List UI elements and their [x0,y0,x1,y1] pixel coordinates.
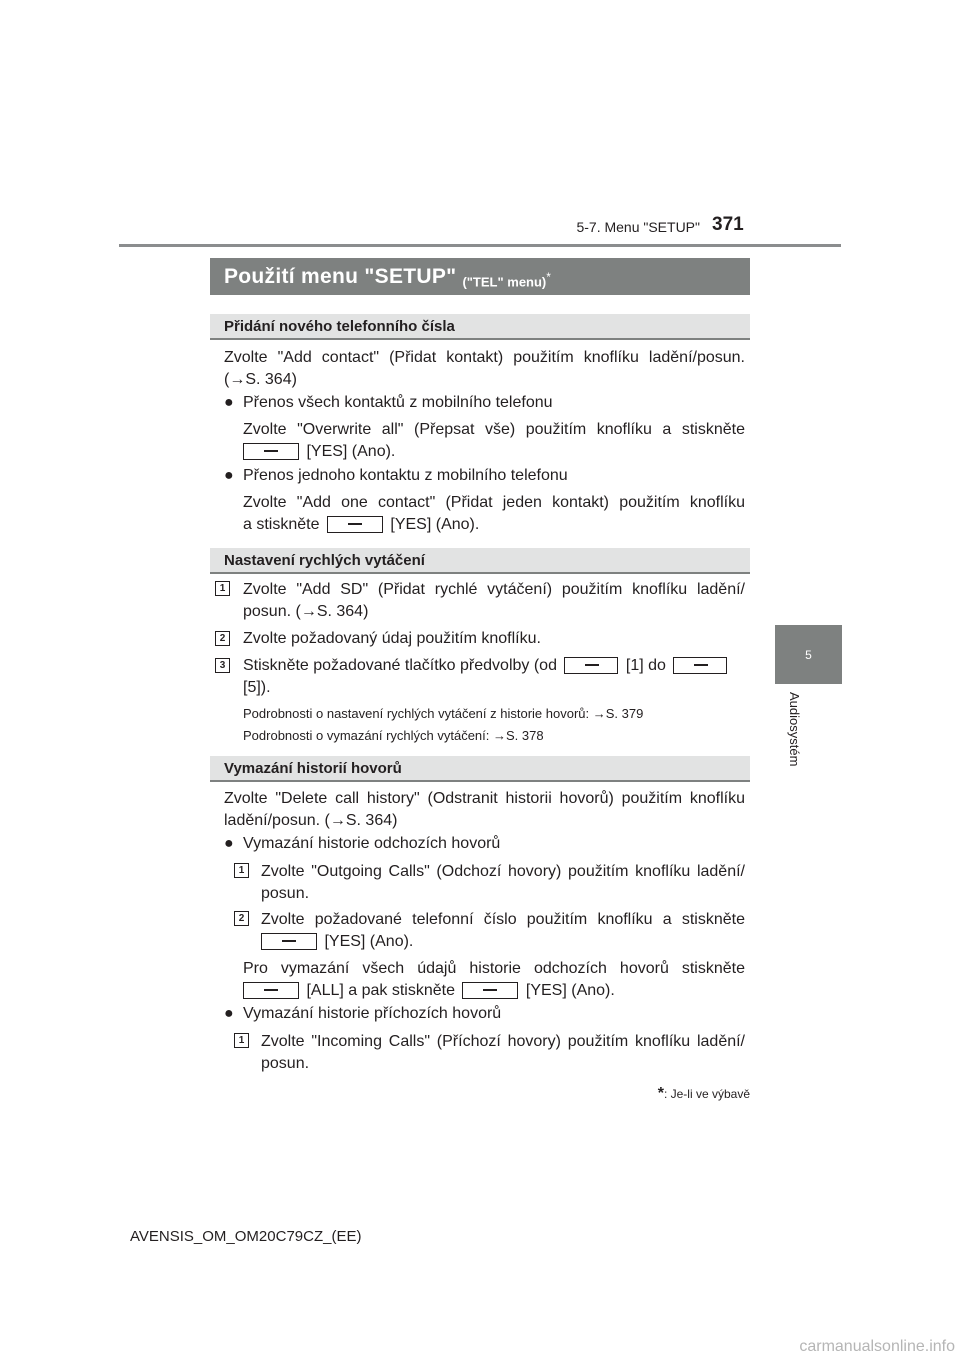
title-main: Použití menu "SETUP" [224,264,457,288]
section3-bullet2: ● Vymazání historie příchozích hovorů [224,1003,744,1025]
button-icon [327,516,383,533]
section2-step3-line1: Stiskněte požadované tlačítko předvolby (od [1] do [243,655,730,677]
button-icon [243,982,299,999]
section1-bullet2-line2: a stiskněte [YES] (Ano). [243,516,480,533]
bullet-icon: ● [224,1005,234,1022]
title-sub: ("TEL" menu)* [462,269,551,290]
section3-intro-a: Zvolte "Delete call history" (Odstranit historii hovorů) použitím knoflíku [224,790,745,807]
chapter-label: Audiosystém [787,692,802,767]
section2-step1-line2: posun. (→S. 364) [243,603,369,620]
document-code: AVENSIS_OM_OM20C79CZ_(EE) [130,1228,362,1245]
chapter-number: 5 [805,647,812,662]
step-number: 2 [215,631,230,646]
watermark: carmanualsonline.info [799,1338,955,1355]
section3-b1-step2-line1: Zvolte požadované telefonní číslo použitím knoflíku a stiskněte [261,911,745,928]
step-number: 2 [234,911,249,926]
button-icon [673,657,727,674]
chapter-tab[interactable] [775,625,842,684]
section2-note1: Podrobnosti o nastavení rychlých vytáčení z historie hovorů: →S. 379 [243,706,644,721]
step-number: 3 [215,658,230,673]
button-icon [564,657,618,674]
section1-bullet2-line1: Zvolte "Add one contact" (Přidat jeden kontakt) použitím knoflíku [243,494,745,511]
section3-b1-para-line1: Pro vymazání všech údajů historie odchozích hovorů stiskněte [243,960,745,977]
bullet-icon: ● [224,835,234,852]
header-rule [119,244,841,247]
section3-b1-step1-line2: posun. [261,885,310,902]
section3-b1-para-line2: [ALL] a pak stiskněte [YES] (Ano). [240,980,615,1002]
page-number: 371 [712,214,744,235]
section-heading-speed-dial: Nastavení rychlých vytáčení [210,548,750,574]
step-number: 1 [234,863,249,878]
step-number: 1 [215,581,230,596]
section3-b2-step1-line1: Zvolte "Incoming Calls" (Příchozí hovory) použitím knoflíku ladění/ [261,1033,745,1050]
section3-b2-step1-line2: posun. [261,1055,310,1072]
section3-bullet1: ● Vymazání historie odchozích hovorů [224,833,744,855]
section1-intro-a: Zvolte "Add contact" (Přidat kontakt) použitím knoflíku ladění/posun. [224,349,745,366]
section3-b1-step2-line2: [YES] (Ano). [258,931,413,953]
section-header: 5-7. Menu "SETUP" [576,219,700,235]
button-icon [261,933,317,950]
step-number: 1 [234,1033,249,1048]
section2-step2: Zvolte požadovaný údaj použitím knoflíku. [243,630,541,647]
section3-b1-step1-line1: Zvolte "Outgoing Calls" (Odchozí hovory) použitím knoflíku ladění/ [261,863,745,880]
footnote: *: Je-li ve výbavě [657,1085,750,1102]
bullet-icon: ● [224,467,234,484]
bullet-icon: ● [224,394,234,411]
section2-note2: Podrobnosti o vymazání rychlých vytáčení: →S. 378 [243,728,544,743]
title-star: * [546,269,551,284]
section1-intro-b: (→S. 364) [224,371,297,388]
section-heading-add-number: Přidání nového telefonního čísla [210,314,750,340]
button-icon [462,982,518,999]
section1-bullet1-line2: [YES] (Ano). [240,441,395,463]
section1-bullet1-line1: Zvolte "Overwrite all" (Přepsat vše) použitím knoflíku a stiskněte [243,421,745,438]
footnote-star: * [657,1085,664,1102]
section1-bullet1: ● Přenos všech kontaktů z mobilního telefonu [224,392,744,414]
section2-step1-line1: Zvolte "Add SD" (Přidat rychlé vytáčení) použitím knoflíku ladění/ [243,581,745,598]
section3-intro-b: ladění/posun. (→S. 364) [224,812,398,829]
section1-bullet2: ● Přenos jednoho kontaktu z mobilního telefonu [224,465,744,487]
page-title [210,258,750,295]
button-icon [243,443,299,460]
section2-step3-line2: [5]). [243,679,271,696]
section-heading-delete-history: Vymazání historií hovorů [210,756,750,782]
